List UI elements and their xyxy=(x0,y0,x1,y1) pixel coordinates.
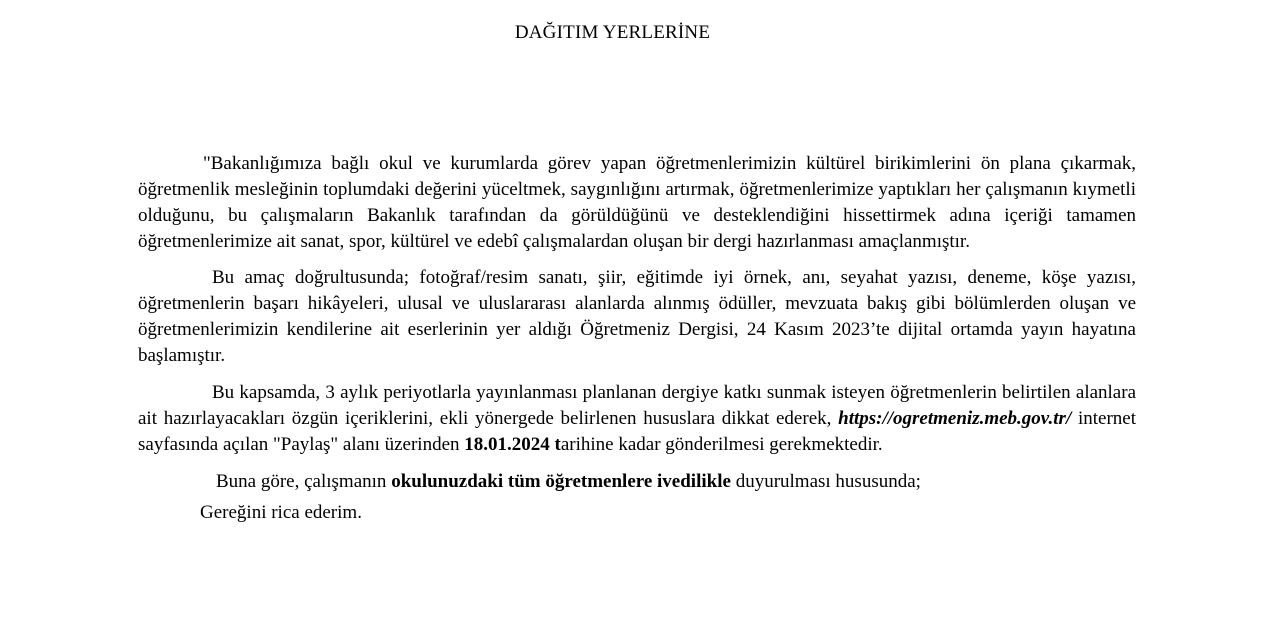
paragraph-4-emphasis: okulunuzdaki tüm öğretmenlere ivedilikle xyxy=(391,471,731,492)
paragraph-4 xyxy=(138,469,1136,495)
paragraph-4-end: duyurulması hususunda; xyxy=(735,471,921,492)
page-title: DAĞITIM YERLERİNE xyxy=(514,22,711,43)
paragraph-1: "Bakanlığımıza bağlı okul ve kurumlarda görev yapan öğretmenlerimizin kültürel birikimlerini ön plana çıkarmak, öğretmenlik mesleğinin toplumdaki değerini yüceltmek, saygınlığını artırmak, öğretmenlerimize yaptıkları her çalışmanın kıymetli olduğunu, bu çalışmaların Bakanlık tarafından da görüldüğünü ve desteklendiğini hissettirmek adına içeriği tamamen öğretmenlerimize ait sanat, spor, kültürel ve edebî çalışmalardan oluşan bir dergi hazırlanması amaçlanmıştır. xyxy=(138,153,1136,252)
letter-body xyxy=(138,151,1136,526)
website-link[interactable]: https://ogretmeniz.meb.gov.tr/ xyxy=(838,408,1072,429)
paragraph-3-middle: internet sayfasında açılan "Paylaş" alanı üzerinden xyxy=(138,408,1137,455)
paragraph-2: Bu amaç doğrultusunda; fotoğraf/resim sanatı, şiir, eğitimde iyi örnek, anı, seyahat yazısı, deneme, köşe yazısı, öğretmenlerin başarı hikâyeleri, ulusal ve uluslararası alanlarda alınmış ödüller, mevzuata bakış gibi bölümlerden oluşan ve öğretmenlerimizin kendilerine ait eserlerinin yer aldığı Öğretmeniz Dergisi, 24 Kasım 2023’te dijital ortamda yayın hayatına başlamıştır. xyxy=(138,267,1136,366)
paragraph-3-end: arihine kadar gönderilmesi gerekmektedir. xyxy=(560,434,883,455)
paragraph-3-intro: Bu kapsamda, 3 aylık periyotlarla yayınlanması planlanan dergiye katkı sunmak isteyen öğretmenlerin belirtilen alanlara ait hazırlayacakları özgün içeriklerini, ekli yönergede belirlenen hususlara dikkat ederek, xyxy=(138,382,1136,429)
paragraph-3 xyxy=(138,380,1136,458)
deadline-date: 18.01.2024 t xyxy=(464,434,561,455)
paragraph-4-intro: Buna göre, çalışmanın xyxy=(216,471,387,492)
closing-line: Gereğini rica ederim. xyxy=(200,502,362,523)
